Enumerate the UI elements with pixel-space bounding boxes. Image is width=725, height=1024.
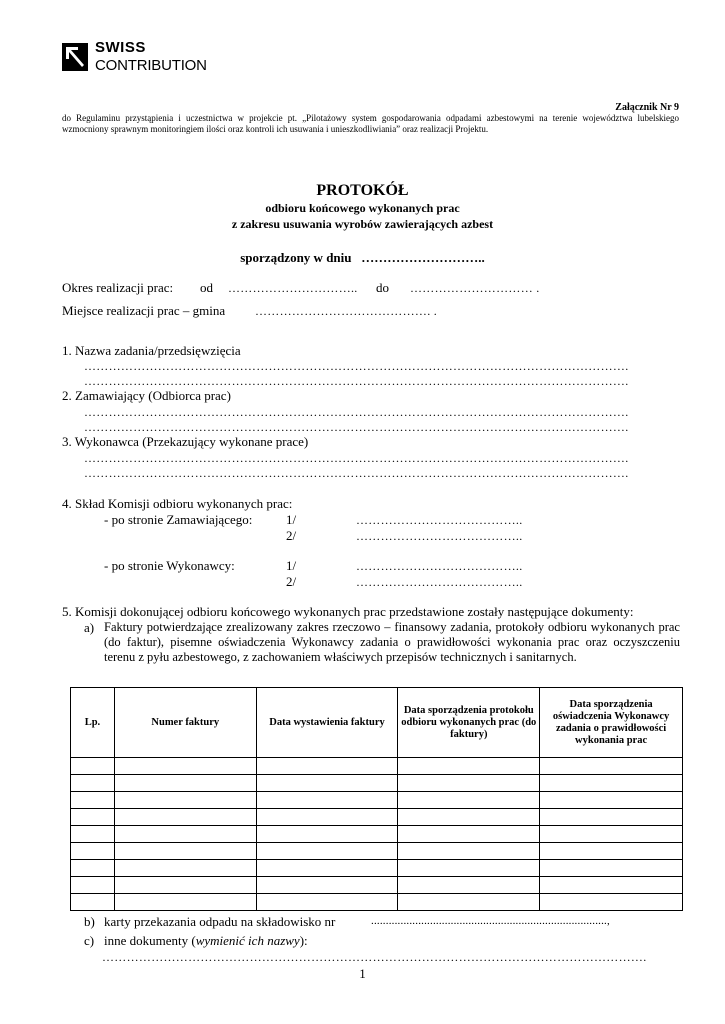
commission-member-field[interactable]: ………………………………….. [356, 513, 523, 527]
section-2-field-line[interactable]: ……………………………………………………………………………………………………………………. [84, 420, 629, 434]
table-cell[interactable] [256, 758, 398, 775]
logo-arrow-icon [62, 43, 88, 71]
table-cell[interactable] [71, 860, 115, 877]
period-label: Okres realizacji prac: [62, 280, 174, 295]
table-row [71, 775, 683, 792]
table-cell[interactable] [114, 775, 256, 792]
table-cell[interactable] [540, 860, 683, 877]
column-header-invoice-number: Numer faktury [114, 688, 256, 758]
table-row [71, 877, 683, 894]
commission-member-number: 1/ [286, 558, 297, 573]
column-header-statement-date: Data sporządzenia oświadczenia Wykonawcy zadania o prawidłowości wykonania prac [540, 688, 683, 758]
table-row [71, 809, 683, 826]
table-cell[interactable] [114, 860, 256, 877]
table-row [71, 894, 683, 911]
commission-member-field[interactable]: ………………………………….. [356, 529, 523, 543]
document-subtitle-1: odbioru końcowego wykonanych prac [265, 201, 460, 215]
table-cell[interactable] [114, 877, 256, 894]
section-5-heading: 5. Komisji dokonującej odbioru końcowego wykonanych prac przedstawione zostały następujące dokumenty: [62, 604, 634, 619]
table-cell[interactable] [540, 843, 683, 860]
table-cell[interactable] [398, 775, 540, 792]
date-label: sporządzony w dniu [240, 250, 352, 265]
table-cell[interactable] [71, 877, 115, 894]
logo-text-contribution: CONTRIBUTION [95, 57, 207, 74]
table-cell[interactable] [256, 792, 398, 809]
commission-member-number: 2/ [286, 528, 297, 543]
period-to-label: do [376, 280, 389, 295]
table-cell[interactable] [256, 860, 398, 877]
table-cell[interactable] [398, 826, 540, 843]
table-cell[interactable] [71, 775, 115, 792]
item-a-text: Faktury potwierdzające zrealizowany zakres rzeczowo – finansowy zadania, protokoły odbioru wykonanych prac (do faktur), pisemne oświadczenia Wykonawcy zadania o prawidłowości wykonania prac oraz oczyszczeniu terenu z pyłu azbestowego, z zachowaniem właściwych przepisów technicznych i sanitarnych. [104, 620, 680, 664]
section-3-field-line[interactable]: ……………………………………………………………………………………………………………………. [84, 466, 629, 480]
table-cell[interactable] [114, 894, 256, 911]
section-2-heading: 2. Zamawiający (Odbiorca prac) [62, 388, 231, 403]
period-from-field[interactable]: ………………………….. [228, 281, 358, 295]
item-c-label: inne dokumenty ( [104, 933, 196, 948]
document-subtitle-2: z zakresu usuwania wyrobów zawierających azbest [231, 217, 494, 231]
table-cell[interactable] [71, 826, 115, 843]
section-1-field-line[interactable]: ……………………………………………………………………………………………………………………. [84, 374, 629, 388]
logo-mark [62, 43, 88, 71]
table-cell[interactable] [540, 809, 683, 826]
date-field[interactable]: ……………………….. [361, 250, 485, 265]
table-cell[interactable] [256, 843, 398, 860]
table-row [71, 792, 683, 809]
table-row [71, 860, 683, 877]
table-header-row [71, 688, 683, 758]
item-c-marker: c) [84, 933, 95, 948]
table-cell[interactable] [398, 809, 540, 826]
commission-member-number: 2/ [286, 574, 297, 589]
table-cell[interactable] [114, 792, 256, 809]
table-cell[interactable] [540, 877, 683, 894]
table-cell[interactable] [114, 758, 256, 775]
table-cell[interactable] [540, 792, 683, 809]
commission-member-field[interactable]: ………………………………….. [356, 559, 523, 573]
table-cell[interactable] [114, 809, 256, 826]
table-cell[interactable] [114, 826, 256, 843]
invoice-table-body [71, 758, 683, 911]
table-cell[interactable] [398, 877, 540, 894]
section-1-field-line[interactable]: ……………………………………………………………………………………………………………………. [84, 359, 629, 373]
place-label: Miejsce realizacji prac – gmina [62, 303, 226, 318]
item-c-field-line[interactable]: ……………………………………………………………………………………………………………………. [102, 950, 647, 964]
item-c-end: ): [299, 933, 308, 948]
table-cell[interactable] [398, 792, 540, 809]
table-cell[interactable] [398, 843, 540, 860]
period-from-label: od [200, 280, 213, 295]
table-cell[interactable] [398, 758, 540, 775]
commission-member-number: 1/ [286, 512, 297, 527]
item-c-italic: wymienić ich nazwy [195, 933, 300, 948]
section-2-field-line[interactable]: ……………………………………………………………………………………………………………………. [84, 405, 629, 419]
section-4-heading: 4. Skład Komisji odbioru wykonanych prac: [62, 496, 293, 511]
table-cell[interactable] [256, 877, 398, 894]
column-header-protocol-date: Data sporządzenia protokołu odbioru wykonanych prac (do faktury) [398, 688, 540, 758]
table-cell[interactable] [540, 894, 683, 911]
item-b-marker: b) [84, 914, 95, 929]
item-c-text [104, 933, 308, 949]
section-3-field-line[interactable]: ……………………………………………………………………………………………………………………. [84, 451, 629, 465]
table-cell[interactable] [398, 860, 540, 877]
table-row [71, 843, 683, 860]
date-line [0, 250, 725, 266]
item-a-marker: a) [84, 620, 95, 635]
table-cell[interactable] [540, 758, 683, 775]
column-header-lp: Lp. [71, 688, 115, 758]
table-cell[interactable] [540, 775, 683, 792]
table-cell[interactable] [398, 894, 540, 911]
page-number: 1 [359, 966, 366, 981]
table-cell[interactable] [71, 758, 115, 775]
place-field[interactable]: ……………………………………. . [255, 304, 438, 318]
item-b-field[interactable]: ................................................................................, [371, 915, 610, 927]
table-cell[interactable] [71, 843, 115, 860]
table-cell[interactable] [71, 792, 115, 809]
commission-contractor-side-label: - po stronie Wykonawcy: [104, 558, 235, 573]
logo-text-swiss: SWISS [95, 39, 146, 56]
item-b-text: karty przekazania odpadu na składowisko nr [104, 914, 336, 929]
table-cell[interactable] [71, 894, 115, 911]
table-cell[interactable] [71, 809, 115, 826]
table-row [71, 758, 683, 775]
table-cell[interactable] [256, 826, 398, 843]
table-row [71, 826, 683, 843]
section-1-heading: 1. Nazwa zadania/przedsięwzięcia [62, 343, 241, 358]
commission-ordering-side-label: - po stronie Zamawiającego: [104, 512, 253, 527]
table-cell[interactable] [256, 775, 398, 792]
table-cell[interactable] [256, 894, 398, 911]
column-header-invoice-date: Data wystawienia faktury [256, 688, 398, 758]
commission-member-field[interactable]: ………………………………….. [356, 575, 523, 589]
period-to-field[interactable]: ………………………… . [410, 281, 540, 295]
section-3-heading: 3. Wykonawca (Przekazujący wykonane prace) [62, 434, 309, 449]
table-cell[interactable] [540, 826, 683, 843]
document-title: PROTOKÓŁ [316, 182, 409, 199]
annex-label: Załącznik Nr 9 [615, 102, 679, 113]
regulation-note: do Regulaminu przystąpienia i uczestnictwa w projekcie pt. „Pilotażowy system gospodarowania odpadami azbestowymi na terenie województwa lubelskiego wzmocniony sprawnym monitoringiem ilości oraz kontroli ich usuwania i unieszkodliwiania” oraz realizacji Projektu. [62, 113, 679, 134]
table-cell[interactable] [114, 843, 256, 860]
table-cell[interactable] [256, 809, 398, 826]
invoice-table [70, 687, 683, 911]
